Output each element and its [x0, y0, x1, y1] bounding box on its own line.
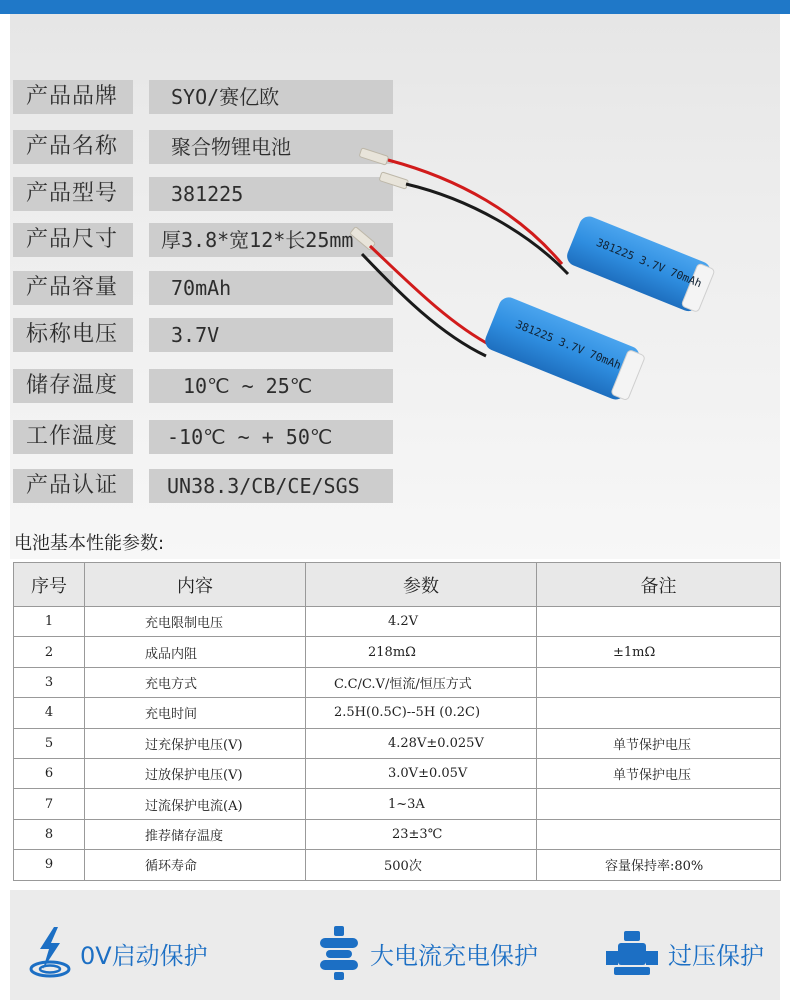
spec-label: 产品容量: [13, 271, 133, 305]
feature-label: 0V启动保护: [80, 941, 208, 970]
cell-param: 218mΩ: [306, 637, 537, 667]
table-header-row: [14, 563, 781, 607]
battery-print: 381225 3.7V 70mAh: [594, 235, 704, 291]
feature-strip: [10, 890, 780, 1000]
feature-high-current: [316, 920, 538, 986]
cell-param: 23±3℃: [306, 819, 537, 849]
table-row: [14, 728, 781, 758]
cell-no: 1: [14, 607, 85, 637]
table-row: [14, 637, 781, 667]
spec-value: 70mAh: [149, 271, 393, 305]
top-accent-bar: [0, 0, 790, 14]
cell-content: 推荐储存温度: [85, 819, 306, 849]
current-plug-icon: [316, 924, 362, 982]
spec-label: 产品品牌: [13, 80, 133, 114]
battery-print: 381225 3.7V 70mAh: [513, 317, 623, 373]
spec-value: 10℃ ~ 25℃: [149, 369, 393, 403]
spec-label: 产品认证: [13, 469, 133, 503]
table-row: [14, 758, 781, 788]
cell-no: 6: [14, 758, 85, 788]
cell-note: 容量保持率:80%: [537, 850, 781, 880]
cell-no: 8: [14, 819, 85, 849]
cell-param: 4.2V: [306, 607, 537, 637]
spec-label: 产品尺寸: [13, 223, 133, 257]
cell-note: [537, 607, 781, 637]
cell-note: [537, 789, 781, 819]
cell-param: 3.0V±0.05V: [306, 758, 537, 788]
spec-label: 产品型号: [13, 177, 133, 211]
table-row: [14, 789, 781, 819]
cell-no: 9: [14, 850, 85, 880]
cell-content: 过放保护电压(V): [85, 758, 306, 788]
spec-value: 3.7V: [149, 318, 393, 352]
cell-note: [537, 698, 781, 728]
cell-param: 2.5H(0.5C)--5H (0.2C): [306, 698, 537, 728]
table-row: [14, 607, 781, 637]
cell-content: 成品内阻: [85, 637, 306, 667]
cell-content: 充电限制电压: [85, 607, 306, 637]
cell-no: 2: [14, 637, 85, 667]
spec-label: 储存温度: [13, 369, 133, 403]
cell-content: 充电方式: [85, 667, 306, 697]
header-param: 参数: [306, 563, 537, 607]
performance-params-table: [13, 562, 781, 881]
cell-content: 过充保护电压(V): [85, 728, 306, 758]
cell-param: 4.28V±0.025V: [306, 728, 537, 758]
feature-label: 过压保护: [668, 941, 764, 970]
cell-no: 3: [14, 667, 85, 697]
cell-note: 单节保护电压: [537, 758, 781, 788]
cell-param: 500次: [306, 850, 537, 880]
battery-product-image: [340, 124, 780, 424]
spec-value: 聚合物锂电池: [149, 130, 393, 164]
lightning-target-icon: [28, 925, 72, 981]
header-note: 备注: [537, 563, 781, 607]
spec-value: 厚3.8*宽12*长25mm: [149, 223, 393, 257]
feature-zero-volt: [28, 920, 208, 986]
cell-no: 7: [14, 789, 85, 819]
section-title: 电池基本性能参数:: [14, 533, 165, 554]
cell-content: 循环寿命: [85, 850, 306, 880]
cell-note: [537, 667, 781, 697]
spec-label: 标称电压: [13, 318, 133, 352]
table-row: [14, 698, 781, 728]
spec-label: 产品名称: [13, 130, 133, 164]
pressure-valve-icon: [604, 927, 660, 979]
cell-note: [537, 819, 781, 849]
table-row: [14, 819, 781, 849]
cell-no: 5: [14, 728, 85, 758]
cell-note: 单节保护电压: [537, 728, 781, 758]
cell-content: 过流保护电流(A): [85, 789, 306, 819]
spec-label: 工作温度: [13, 420, 133, 454]
spec-value: SYO/赛亿欧: [149, 80, 393, 114]
cell-note: ±1mΩ: [537, 637, 781, 667]
header-no: 序号: [14, 563, 85, 607]
table-row: [14, 850, 781, 880]
cell-content: 充电时间: [85, 698, 306, 728]
spec-value: UN38.3/CB/CE/SGS: [149, 469, 393, 503]
cell-no: 4: [14, 698, 85, 728]
cell-param: 1~3A: [306, 789, 537, 819]
cell-param: C.C/C.V/恒流/恒压方式: [306, 667, 537, 697]
feature-overvoltage: [604, 920, 764, 986]
spec-value: -10℃ ~ + 50℃: [149, 420, 393, 454]
header-content: 内容: [85, 563, 306, 607]
feature-label: 大电流充电保护: [370, 941, 538, 970]
spec-value: 381225: [149, 177, 393, 211]
table-row: [14, 667, 781, 697]
product-spec-panel: [10, 14, 780, 559]
